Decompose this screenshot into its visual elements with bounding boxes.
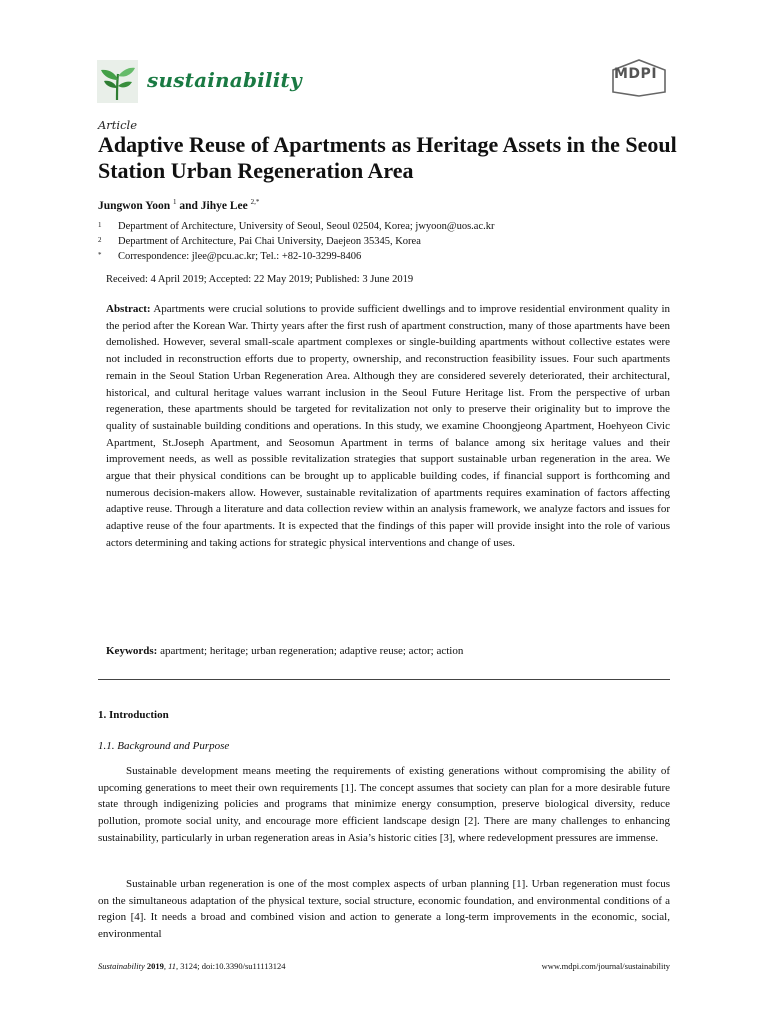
affiliation-mark: 1	[98, 221, 102, 229]
section-divider	[98, 679, 670, 680]
author-affiliation-mark: 2,*	[250, 198, 260, 206]
footer-volume: 11	[168, 961, 176, 971]
footer-year: 2019	[146, 961, 164, 971]
footer-citation: Sustainability 2019, 11, 3124; doi:10.3390/su11113124	[98, 961, 286, 971]
keywords	[106, 645, 670, 657]
subsection-heading: 1.1. Background and Purpose	[98, 740, 230, 752]
footer-journal: Sustainability	[98, 961, 145, 971]
article-type: Article	[98, 118, 138, 132]
affiliation-text: Department of Architecture, University of Seoul, Seoul 02504, Korea; jwyoon@uos.ac.kr	[118, 221, 495, 232]
affiliation-mark: 2	[98, 236, 102, 244]
affiliation	[98, 221, 495, 232]
affiliation	[98, 236, 421, 247]
author-name: Jungwon Yoon	[98, 199, 171, 212]
author-name: Jihye Lee	[200, 199, 248, 212]
footer-doi: , 3124; doi:10.3390/su11113124	[176, 961, 286, 971]
keywords-text: apartment; heritage; urban regeneration; adaptive reuse; actor; action	[160, 645, 464, 657]
footer-url[interactable]: www.mdpi.com/journal/sustainability	[541, 961, 670, 971]
keywords-label: Keywords:	[106, 645, 158, 657]
abstract-label: Abstract:	[106, 303, 151, 315]
publication-dates: Received: 4 April 2019; Accepted: 22 May 2019; Published: 3 June 2019	[106, 274, 414, 285]
body-paragraph: Sustainable urban regeneration is one of the most complex aspects of urban planning [1]. Urban regeneration must focus on the simultaneous adaptation of the physical texture, social structure, economic foundation, and environmental conditions of a region [4]. It needs a broad and combined vision and action to generate a long-term improvements in the economic, social, environmental	[98, 878, 670, 941]
body-paragraph: Sustainable development means meeting the requirements of existing generations without compromising the ability of upcoming generations to meet their own requirements [1]. The concept assumes that society can plan for a more desirable future state through indigenizing policies and programs that minimize energy consumption, preserve biological diversity, reduce pollution, promote social unity, and encourage more efficient landscape design [2]. There are many challenges to enhancing sustainability, particularly in urban regeneration areas in Asia’s historic cities [3], where redevelopment pressures are immense.	[98, 765, 670, 844]
abstract-text: Apartments were crucial solutions to provide sufficient dwellings and to improve residential environment quality in the period after the Korean War. Thirty years after the first rush of apartment construction, many of those apartments have been demolished. However, several small-scale apartment complexes or single-building apartments without collective estates were not included in reconstruction efforts due to property, ownership, and reconstruction feasibility issues. Four such apartments remain in the Seoul Station Urban Regeneration Area. Although they are considered severely deteriorated, their architectural, historical, and cultural heritage values warrant inclusion in the Seoul Future Heritage list. From the perspective of urban regeneration, these apartments should be targeted for revitalization not only to preserve their originality but to improve the quality of sustainable building conditions and operations. In this study, we examine Choongjeong Apartment, Hoehyeon Civic Apartment, St.Joseph Apartment, and Seosomun Apartment in terms of balance among six heritage values and their improvement needs, as well as possible revitalization strategies that support sustainable urban regeneration in the area. We argue that their physical conditions can be brought up to applicable building codes, if financial support is forthcoming and numerous decision-makers allow. However, sustainable revitalization of apartments requires examination of factors affecting adaptive reuse. Through a literature and data collection review within an analysis framework, we analyze factors and issues for adaptive reuse of the four apartments. It is expected that the findings of this paper will provide insight into the role of various actors determining and taking actions for strategic physical interventions and change of uses.	[106, 303, 670, 549]
journal-name: sustainability	[147, 68, 302, 92]
publisher-name: MDPI	[614, 66, 658, 82]
affiliation	[98, 251, 361, 262]
correspondence-text: Correspondence: jlee@pcu.ac.kr; Tel.: +82-10-3299-8406	[118, 251, 362, 262]
paper-title: Adaptive Reuse of Apartments as Heritage Assets in the Seoul Station Urban Regeneration Area	[98, 132, 677, 183]
abstract	[106, 301, 670, 552]
leaf-sprout-icon	[97, 60, 138, 103]
affiliation-text: Department of Architecture, Pai Chai University, Daejeon 35345, Korea	[118, 236, 421, 247]
affiliation-mark: *	[98, 251, 102, 259]
section-heading: 1. Introduction	[98, 709, 169, 721]
author-affiliation-mark: 1	[173, 198, 177, 206]
author-conjunction: and	[179, 199, 198, 212]
author-list	[98, 198, 259, 212]
